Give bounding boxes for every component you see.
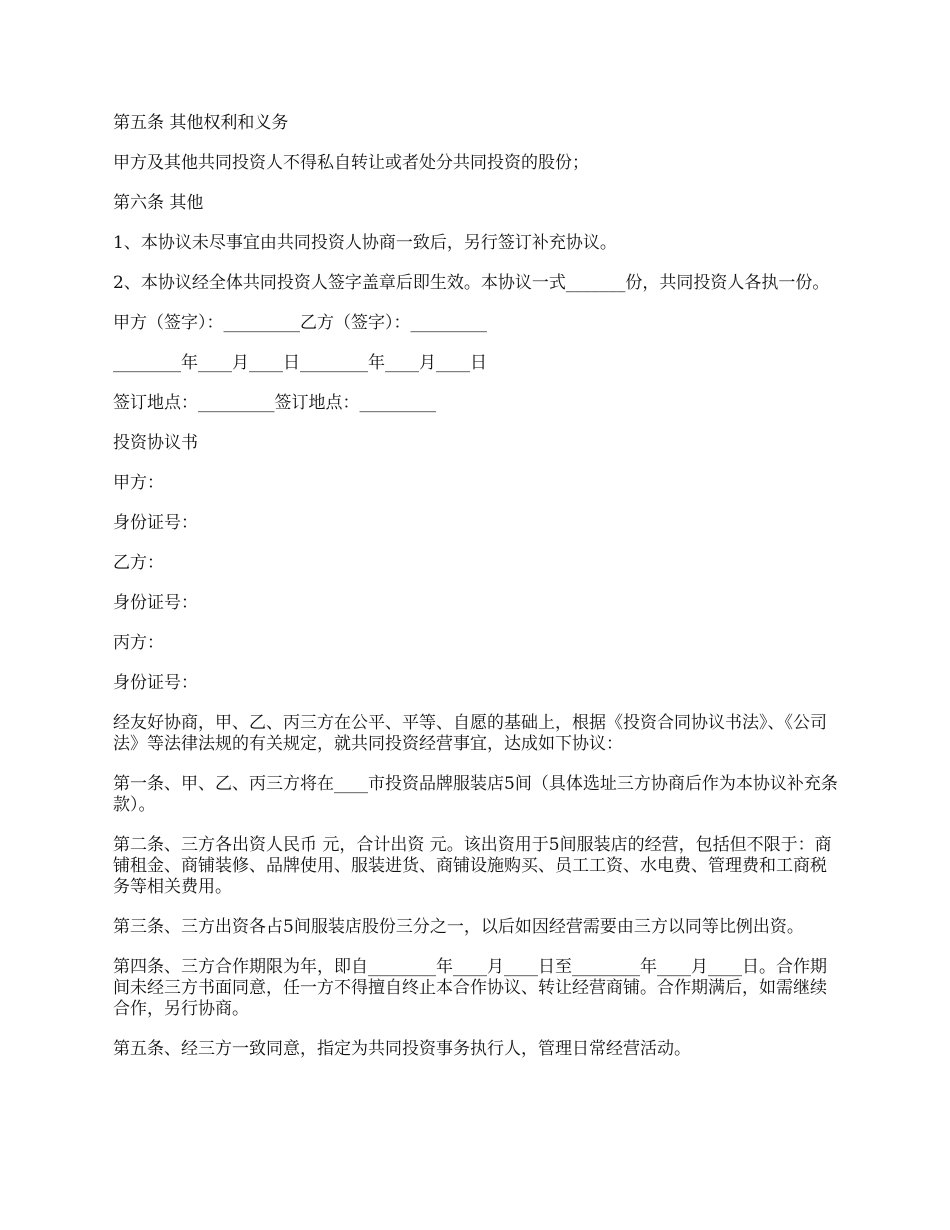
article-5-executor: 第五条、经三方一致同意，指定为共同投资事务执行人，管理日常经营活动。	[113, 1039, 691, 1059]
party-a-label: 甲方：	[113, 473, 164, 493]
party-c-id-label: 身份证号：	[113, 673, 198, 693]
party-b-id-label: 身份证号：	[113, 593, 198, 613]
signature-line: 甲方（签字）：_________乙方（签字）：_________	[113, 313, 487, 333]
article-6-clause-1: 1、本协议未尽事宜由共同投资人协商一致后，另行签订补充协议。	[113, 233, 617, 253]
signing-location-line: 签订地点：_________签订地点：_________	[113, 393, 436, 413]
document-body	[113, 113, 841, 1079]
article-3: 第三条、三方出资各占5间服装店股份三分之一，以后如因经营需要由三方以同等比例出资。	[113, 917, 804, 937]
article-6-heading: 第六条 其他	[113, 193, 204, 213]
date-line: ________年____月____日________年____月____日	[113, 353, 487, 373]
article-4: 第四条、三方合作期限为年，即自________年____月____日至________年____月____日。合作期间未经三方书面同意，任一方不得擅自终止本合作协议、转让经营商铺。合作期满后，如需继续合作，另行协商。	[113, 957, 827, 1019]
article-5-text: 甲方及其他共同投资人不得私自转让或者处分共同投资的股份；	[113, 153, 589, 173]
party-a-id-label: 身份证号：	[113, 513, 198, 533]
preamble: 经友好协商，甲、乙、丙三方在公平、平等、自愿的基础上，根据《投资合同协议书法》、《公司法》等法律法规的有关规定，就共同投资经营事宜，达成如下协议：	[113, 713, 827, 754]
article-2: 第二条、三方各出资人民币 元，合计出资 元。该出资用于5间服装店的经营，包括但不限于：商铺租金、商铺装修、品牌使用、服装进货、商铺设施购买、员工工资、水电费、管理费和工商税务等相关费用。	[113, 835, 832, 897]
party-b-label: 乙方：	[113, 553, 164, 573]
article-6-clause-2: 2、本协议经全体共同投资人签字盖章后即生效。本协议一式_______份，共同投资人各执一份。	[113, 273, 830, 293]
document-title: 投资协议书	[113, 433, 198, 453]
article-5-heading: 第五条 其他权利和义务	[113, 113, 289, 133]
party-c-label: 丙方：	[113, 633, 164, 653]
article-1: 第一条、甲、乙、丙三方将在____市投资品牌服装店5间（具体选址三方协商后作为本协议补充条款）。	[113, 774, 838, 815]
